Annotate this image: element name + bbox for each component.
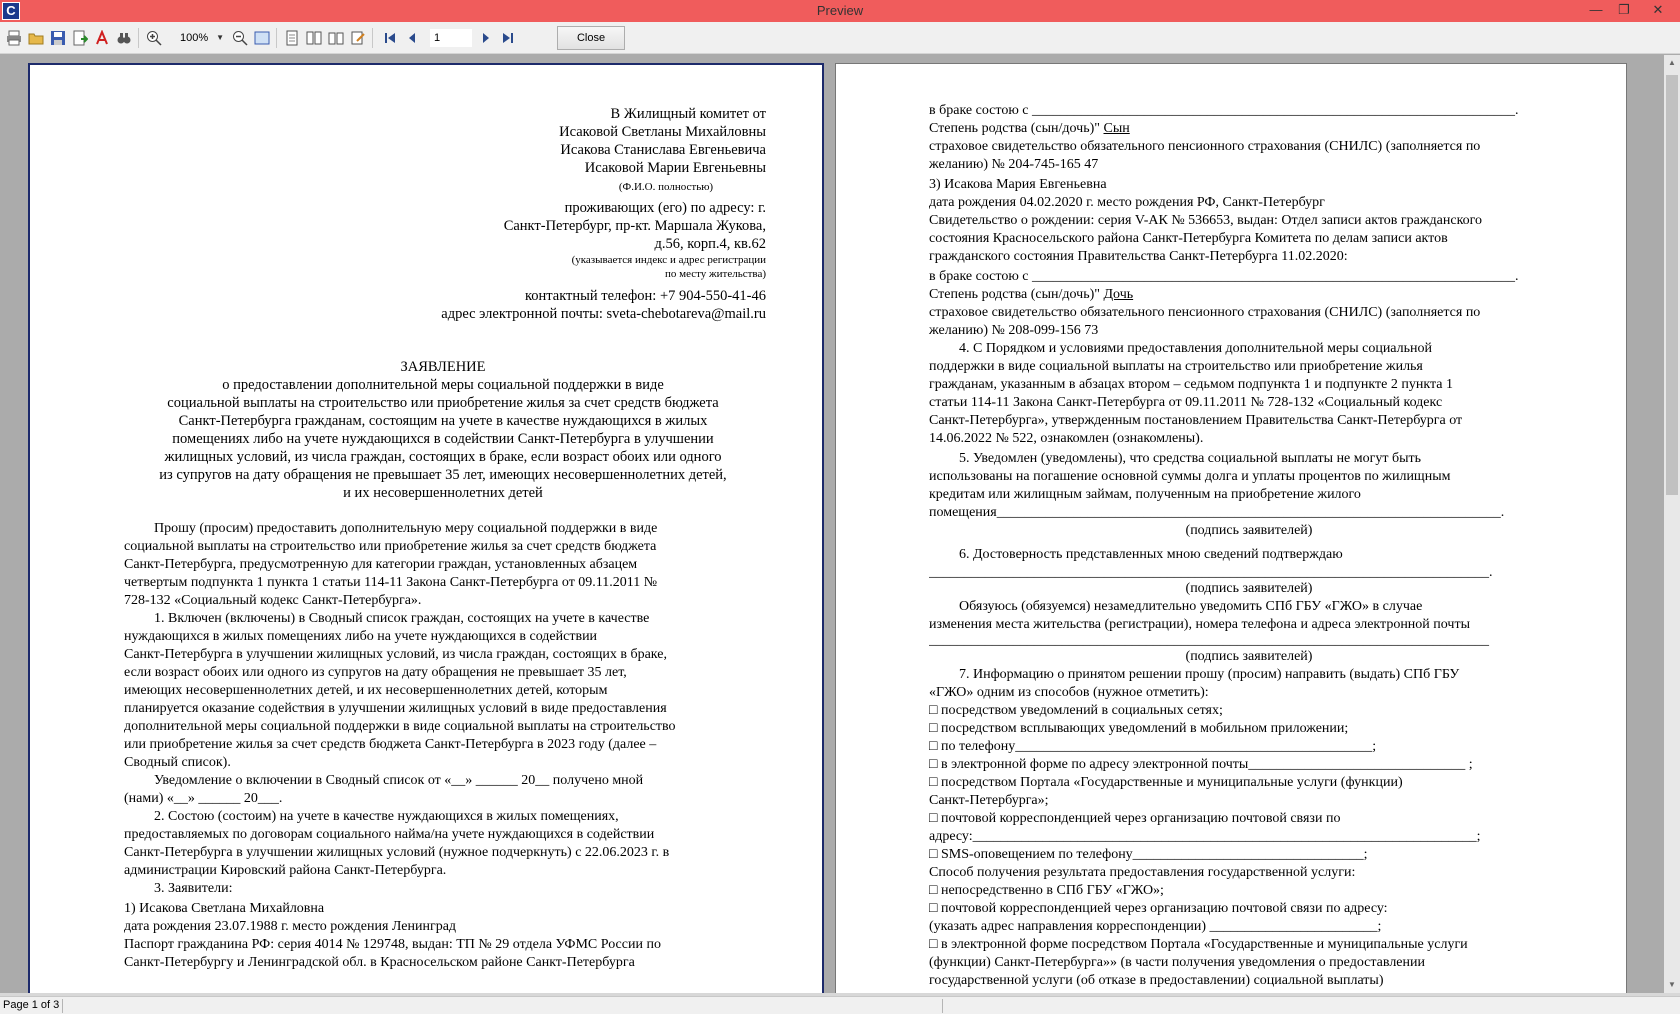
prev-page-icon[interactable] xyxy=(402,28,422,48)
text-line: Санкт-Петербурга», утвержденным постановлением Правительства Санкт-Петербурга от xyxy=(929,413,1463,428)
text-line: Санкт-Петербургу и Ленинградской обл. в Красносельском районе Санкт-Петербурга xyxy=(124,955,635,970)
clause-5 xyxy=(929,450,1569,522)
contacts-block xyxy=(120,287,766,323)
edit-icon[interactable] xyxy=(348,28,368,48)
text-line: Санкт-Петербурга, предусмотренную для категории граждан, установленных абзацем xyxy=(124,557,638,572)
list-item: (функции) Санкт-Петербурга»» (в части получения уведомления о предоставлении xyxy=(929,955,1425,970)
clause-4 xyxy=(929,340,1569,448)
text-line: Санкт-Петербурга гражданам, состоящим на учете в качестве нуждающихся в жилых xyxy=(178,413,708,429)
text-line: Обязуюсь (обязуемся) незамедлительно уведомить СПб ГБУ «ГЖО» в случае xyxy=(959,599,1423,614)
list-item: государственной услуги (об отказе в предоставлении) социальной выплаты) xyxy=(929,973,1384,988)
text-line: 7. Информацию о принятом решении прошу (просим) направить (выдать) СПб ГБУ xyxy=(959,667,1460,682)
text-line: о предоставлении дополнительной меры социальной поддержки в виде xyxy=(222,377,664,393)
text-line: администрации Кировский района Санкт-Петербурга. xyxy=(124,863,447,878)
zoom-out-icon[interactable] xyxy=(230,28,250,48)
text-line: 3) Исакова Мария Евгеньевна xyxy=(929,177,1107,192)
text-line: «ГЖО» одним из способов (нужное отметить): xyxy=(929,685,1209,700)
last-page-icon[interactable] xyxy=(498,28,518,48)
text-line: предоставляемых по договорам социального найма/на учете нуждающихся в содействии xyxy=(124,827,655,842)
restore-button[interactable]: ❐ xyxy=(1618,2,1630,17)
text-line: гражданам, указанным в абзацах втором – седьмом подпункта 1 и подпункте 2 пункта 1 xyxy=(929,377,1453,392)
text-line: Исаковой Марии Евгеньевны xyxy=(584,160,766,176)
text-line: (нами) «__» ______ 20___. xyxy=(124,791,283,806)
kinship-value: Сын xyxy=(1103,121,1130,136)
list-item: (указать адрес направления корреспонденции) ________________________; xyxy=(929,919,1382,934)
text-line: изменения места жительства (регистрации), номера телефона и адреса электронной почты xyxy=(929,617,1470,632)
text-line: желанию) № 208-099-156 73 xyxy=(929,323,1099,338)
multi-page-icon[interactable] xyxy=(304,28,324,48)
clause-7 xyxy=(929,666,1569,702)
snils-block-2 xyxy=(929,304,1569,340)
toolbar-separator xyxy=(138,28,139,48)
text-line: поддержки в виде социальной выплаты на строительство или приобретение жилья xyxy=(929,359,1423,374)
text-line: нуждающихся в жилых помещениях либо на учете нуждающихся в содействии xyxy=(124,629,598,644)
text-line: 14.06.2022 № 522, ознакомлен (ознакомлены). xyxy=(929,431,1204,446)
text-line: состояния Красносельского района Санкт-Петербурга Комитета по делам записи актов xyxy=(929,231,1448,246)
text-line: (указывается индекс и адрес регистрации xyxy=(571,254,766,266)
text-line: 5. Уведомлен (уведомлены), что средства социальной выплаты не могут быть xyxy=(959,451,1422,466)
text-line: 4. С Порядком и условиями предоставления дополнительной меры социальной xyxy=(959,341,1432,356)
list-item: адресу:________________________________________________________________________; xyxy=(929,829,1481,844)
text-line: Уведомление о включении в Сводный список от «__» ______ 20__ получено мной xyxy=(154,773,644,788)
text-line: имеющих несовершеннолетних детей, и их несовершеннолетних детей, которым xyxy=(124,683,608,698)
signature-label: (подпись заявителей) xyxy=(1185,581,1313,596)
text-line: четвертым подпункта 1 пункта 1 статьи 114-11 Закона Санкт-Петербурга от 09.11.2011 № xyxy=(124,575,658,590)
text-line: 728-132 «Социальный кодекс Санкт-Петербурга». xyxy=(124,593,422,608)
pdf-icon[interactable] xyxy=(92,28,112,48)
text-line: по месту жительства) xyxy=(664,268,766,280)
marriage-line-2: в браке состою с _____________________________________________________________________. xyxy=(929,269,1519,284)
text-line: или приобретение жилья за счет средств бюджета Санкт-Петербурга в 2023 году (далее – xyxy=(124,737,657,752)
list-item: □ посредством Портала «Государственные и муниципальные услуги (функции) xyxy=(929,775,1403,790)
title-bar xyxy=(0,0,1680,22)
request-paragraph xyxy=(124,520,766,610)
notification-options xyxy=(929,702,1569,864)
text-line: страховое свидетельство обязательного пенсионного страхования (СНИЛС) (заполняется по xyxy=(929,305,1481,320)
signature-label: (подпись заявителей) xyxy=(1185,649,1313,664)
text-line: Санкт-Петербург, пр-кт. Маршала Жукова, xyxy=(503,218,766,234)
kinship-line-1 xyxy=(929,120,1569,138)
vertical-scrollbar[interactable] xyxy=(1664,55,1680,993)
window-title: Preview xyxy=(816,3,864,18)
text-line: проживающих (его) по адресу: г. xyxy=(564,200,766,216)
list-item: □ посредством уведомлений в социальных сетях; xyxy=(929,703,1223,718)
applicant-3 xyxy=(929,176,1569,266)
list-item: □ почтовой корреспонденцией через организацию почтовой связи по адресу: xyxy=(929,901,1388,916)
status-divider xyxy=(62,999,63,1013)
app-icon: C xyxy=(2,2,20,20)
list-item: □ SMS-оповещением по телефону_________________________________; xyxy=(929,847,1368,862)
list-item: □ в электронной форме посредством Портала «Государственные и муниципальные услуги xyxy=(929,937,1468,952)
toolbar-separator xyxy=(276,28,277,48)
address-note xyxy=(120,253,766,281)
fit-page-icon[interactable] xyxy=(252,28,272,48)
open-folder-icon[interactable] xyxy=(26,28,46,48)
applicant-1 xyxy=(124,900,766,972)
export-icon[interactable] xyxy=(70,28,90,48)
status-bar xyxy=(0,996,1680,1014)
clause-1 xyxy=(124,610,766,772)
recipient-block xyxy=(120,105,766,177)
text-line: Сводный список). xyxy=(124,755,231,770)
text-line: из супругов на дату обращения не превышает 35 лет, имеющих несовершеннолетних детей, xyxy=(159,467,727,483)
list-item: □ непосредственно в СПб ГБУ «ГЖО»; xyxy=(929,883,1164,898)
text-line: использованы на погашение основной суммы долга и уплаты процентов по жилищным xyxy=(929,469,1451,484)
kinship-value: Дочь xyxy=(1103,287,1134,302)
scroll-up-icon[interactable]: ▲ xyxy=(1668,58,1676,67)
list-item: Санкт-Петербурга»; xyxy=(929,793,1049,808)
single-page-icon[interactable] xyxy=(282,28,302,48)
text-line: дополнительной меры социальной поддержки в виде социальной выплаты на строительство xyxy=(124,719,676,734)
book-icon[interactable] xyxy=(326,28,346,48)
zoom-select[interactable] xyxy=(178,29,224,47)
signature-line: ________________________________________________________________________________. xyxy=(929,565,1493,580)
text-line: Исакова Станислава Евгеньевича xyxy=(560,142,766,158)
kinship-line-2 xyxy=(929,286,1569,304)
text-line: дата рождения 04.02.2020 г. место рождения РФ, Санкт-Петербург xyxy=(929,195,1325,210)
scroll-down-icon[interactable]: ▼ xyxy=(1668,980,1676,989)
text-line: Исаковой Светланы Михайловны xyxy=(559,124,766,140)
notice-paragraph xyxy=(124,772,766,808)
toolbar-separator xyxy=(372,28,373,48)
kinship-label: Степень родства (сын/дочь)" xyxy=(929,121,1100,136)
scrollbar-thumb[interactable] xyxy=(1666,75,1678,495)
residence-block xyxy=(120,199,766,253)
chevron-down-icon: ▼ xyxy=(216,33,224,42)
page-status: Page 1 of 3 xyxy=(3,999,60,1011)
zoom-in-icon[interactable] xyxy=(144,28,164,48)
minimize-button[interactable]: — xyxy=(1589,2,1603,17)
text-line: гражданского состояния Правительства Санкт-Петербурга 11.02.2020: xyxy=(929,249,1348,264)
text-line: помещениях либо на учете нуждающихся в содействии Санкт-Петербурга в улучшении xyxy=(172,431,714,447)
text-line: 1. Включен (включены) в Сводный список граждан, состоящих на учете в качестве xyxy=(154,611,650,626)
first-page-icon[interactable] xyxy=(380,28,400,48)
marriage-line-1: в браке состою с _____________________________________________________________________. xyxy=(929,103,1519,118)
print-icon[interactable] xyxy=(4,28,24,48)
text-line: Паспорт гражданина РФ: серия 4014 № 129748, выдан: ТП № 29 отдела УФМС России по xyxy=(124,937,661,952)
list-item: □ в электронной форме по адресу электронной почты_______________________________ ; xyxy=(929,757,1473,772)
next-page-icon[interactable] xyxy=(476,28,496,48)
list-item: □ посредством всплывающих уведомлений в мобильном приложении; xyxy=(929,721,1349,736)
text-line: Прошу (просим) предоставить дополнительную меру социальной поддержки в виде xyxy=(154,521,658,536)
text-line: В Жилищный комитет от xyxy=(610,106,766,122)
text-line: планируется оказание содействия в улучшении жилищных условий в виде предоставления xyxy=(124,701,667,716)
text-line: адрес электронной почты: sveta-chebotareva@mail.ru xyxy=(441,306,766,322)
page-number-input[interactable]: 1 xyxy=(430,29,472,47)
status-divider xyxy=(942,999,943,1013)
document-subheading xyxy=(120,376,766,502)
text-line: контактный телефон: +7 904-550-41-46 xyxy=(524,288,766,304)
clause-2 xyxy=(124,808,766,880)
text-line: 2. Состою (состоим) на учете в качестве нуждающихся в жилых помещениях, xyxy=(154,809,619,824)
text-line: социальной выплаты на строительство или приобретение жилья за счет средств бюджета xyxy=(167,395,719,411)
signature-label: (подпись заявителей) xyxy=(1185,523,1313,538)
list-item: □ по телефону___________________________________________________; xyxy=(929,739,1377,754)
window-close-button[interactable]: ✕ xyxy=(1652,2,1664,17)
find-icon[interactable] xyxy=(114,28,134,48)
text-line: и их несовершеннолетних детей xyxy=(343,485,543,501)
result-method-label: Способ получения результата предоставления государственной услуги: xyxy=(929,865,1356,880)
fio-note: (Ф.И.О. полностью) xyxy=(618,181,714,193)
text-line: социальной выплаты на строительство или приобретение жилья за счет средств бюджета xyxy=(124,539,657,554)
text-line: д.56, корп.4, кв.62 xyxy=(654,236,766,252)
text-line: статьи 114-11 Закона Санкт-Петербурга от 09.11.2011 № 728-132 «Социальный кодекс xyxy=(929,395,1443,410)
text-line: если возраст обоих или одного из супругов на дату обращения не превышает 35 лет, xyxy=(124,665,627,680)
text-line: страховое свидетельство обязательного пенсионного страхования (СНИЛС) (заполняется по xyxy=(929,139,1481,154)
text-line: желанию) № 204-745-165 47 xyxy=(929,157,1099,172)
close-preview-button[interactable]: Close xyxy=(557,26,625,50)
zoom-value: 100% xyxy=(180,32,209,44)
text-line: кредитам или жилищным займам, полученным на приобретение жилого xyxy=(929,487,1361,502)
obligation-paragraph xyxy=(929,598,1569,634)
list-item: □ почтовой корреспонденцией через организацию почтовой связи по xyxy=(929,811,1341,826)
document-page-1 xyxy=(28,63,824,993)
document-heading: ЗАЯВЛЕНИЕ xyxy=(400,359,486,375)
text-line: Санкт-Петербурга в улучшении жилищных условий, из числа граждан, состоящих в браке, xyxy=(124,647,667,662)
text-line: помещения________________________________________________________________________. xyxy=(929,505,1505,520)
text-line: жилищных условий, из числа граждан, состоящих в браке, если возраст обоих или одного xyxy=(164,449,722,465)
kinship-label: Степень родства (сын/дочь)" xyxy=(929,287,1100,302)
clause-3: 3. Заявители: xyxy=(154,881,233,896)
document-viewport[interactable] xyxy=(0,55,1664,993)
document-page-2 xyxy=(835,63,1627,993)
save-icon[interactable] xyxy=(48,28,68,48)
snils-block-1 xyxy=(929,138,1569,174)
text-line: дата рождения 23.07.1988 г. место рождения Ленинград xyxy=(124,919,457,934)
result-options xyxy=(929,882,1569,990)
text-line: Свидетельство о рождении: серия V-АК № 536653, выдан: Отдел записи актов гражданского xyxy=(929,213,1483,228)
signature-line: ________________________________________________________________________________ xyxy=(929,633,1489,648)
toolbar xyxy=(0,22,1680,54)
text-line: 1) Исакова Светлана Михайловна xyxy=(124,901,325,916)
text-line: Санкт-Петербурга в улучшении жилищных условий (нужное подчеркнуть) с 22.06.2023 г. в xyxy=(124,845,670,860)
clause-6: 6. Достоверность представленных мною сведений подтверждаю xyxy=(959,547,1343,562)
